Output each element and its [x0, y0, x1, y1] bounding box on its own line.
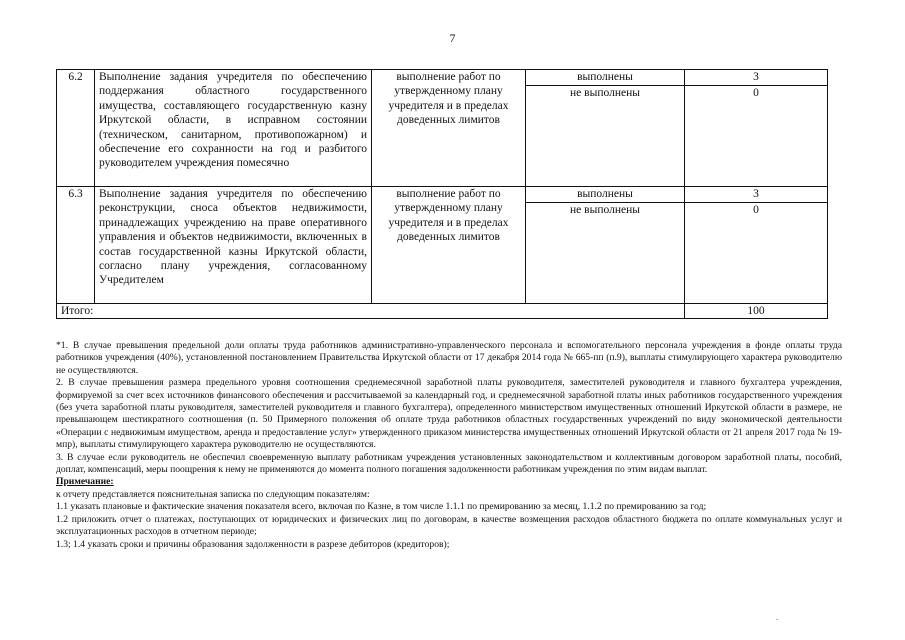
total-row: [57, 304, 828, 319]
table-row: [57, 70, 828, 86]
note-item: 1.3; 1.4 указать сроки и причины образования задолженности в разрезе дебиторов (кредиторов);: [56, 538, 450, 550]
score-not-done: 0: [685, 203, 828, 304]
score-done: 3: [685, 70, 828, 86]
criteria-table: [56, 69, 828, 319]
note-item: 1.2 приложить отчет о платежах, поступающих от юридических и физических лиц по договорам, в качестве возмещения расходов областного бюджета по оплате коммунальных услуг и эксплуатационных расходов в отчетном периоде;: [56, 513, 842, 538]
note-heading: Примечание:: [56, 476, 114, 488]
footnote-1: *1. В случае превышения предельной доли оплаты труда работников административно-управленческого персонала и вспомогательного персонала учреждения в фонде оплаты труда работников учреждения (40%), установленной постановлением Правительства Иркутской области от 17 декабря 2014 года № 665-пп (п.9), выплаты стимулирующего характера руководителю не осуществляются.: [56, 340, 842, 376]
result-not-done: не выполнены: [526, 203, 685, 304]
row-criterion: выполнение работ по утвержденному плану учредителя и в пределах доведенных лимитов: [372, 187, 526, 304]
footnote-2: 2. В случае превышения размера предельного уровня соотношения среднемесячной заработной платы руководителя, заместителей руководителя и главного бухгалтера учреждения, формируемой за счет всех источников финансового обеспечения и рассчитываемой за календарный год, и среднемесячной заработной платы иных работников государственного учреждения (без учета заработной платы руководителя, заместителей руководителя и главного бухгалтера), определенного министерством имущественных отношений Иркутской области в размере, не превышающем шестикратного соотношения (п. 50 Примерного положения об оплате труда работников областных государственных учреждений по виду экономической деятельности «Операции с недвижимым имуществом, аренда и предоставление услуг» утвержденного приказом министерства имущественных отношений Иркутской области от 21 апреля 2017 года № 19-мпр), выплаты стимулирующего характера руководителю не осуществляются.: [56, 377, 842, 451]
corner-mark: .: [776, 612, 779, 622]
row-description: Выполнение задания учредителя по обеспечению реконструкции, сноса объектов недвижимости, принадлежащих учреждению на праве оперативного управления и объектов недвижимости, включенных в состав государственной казны Иркутской области, согласно плану учреждения, согласованному Учредителем: [95, 187, 372, 304]
footnotes: [56, 340, 842, 551]
row-criterion: выполнение работ по утвержденному плану учредителя и в пределах доведенных лимитов: [372, 70, 526, 187]
result-done: выполнены: [526, 187, 685, 203]
total-value: 100: [685, 304, 828, 319]
result-not-done: не выполнены: [526, 86, 685, 187]
total-label: Итого:: [57, 304, 685, 319]
score-done: 3: [685, 187, 828, 203]
row-number: 6.3: [57, 187, 95, 304]
row-description: Выполнение задания учредителя по обеспечению поддержания областного государственного имущества, составляющего государственную казну Иркутской области, в исправном состоянии (техническом, санитарном, противопожарном) и обеспечение его сохранности на год и разбитого руководителем учреждения помесячно: [95, 70, 372, 187]
note-item: 1.1 указать плановые и фактические значения показателя всего, включая по Казне, в том числе 1.1.1 по премированию за месяц, 1.1.2 по премированию за год;: [56, 501, 707, 513]
page-number: 7: [449, 31, 456, 45]
score-not-done: 0: [685, 86, 828, 187]
footnote-3: 3. В случае если руководитель не обеспечил своевременную выплату работникам учреждения установленных законодательством и коллективным договором заработной платы, пособий, доплат, компенсаций, меры поощрения к нему не применяются до момента полного погашения задолженности работникам учреждения по этим видам выплат.: [56, 451, 842, 476]
table-row: [57, 187, 828, 203]
note-intro: к отчету представляется пояснительная записка по следующим показателям:: [56, 488, 370, 500]
result-done: выполнены: [526, 70, 685, 86]
row-number: 6.2: [57, 70, 95, 187]
